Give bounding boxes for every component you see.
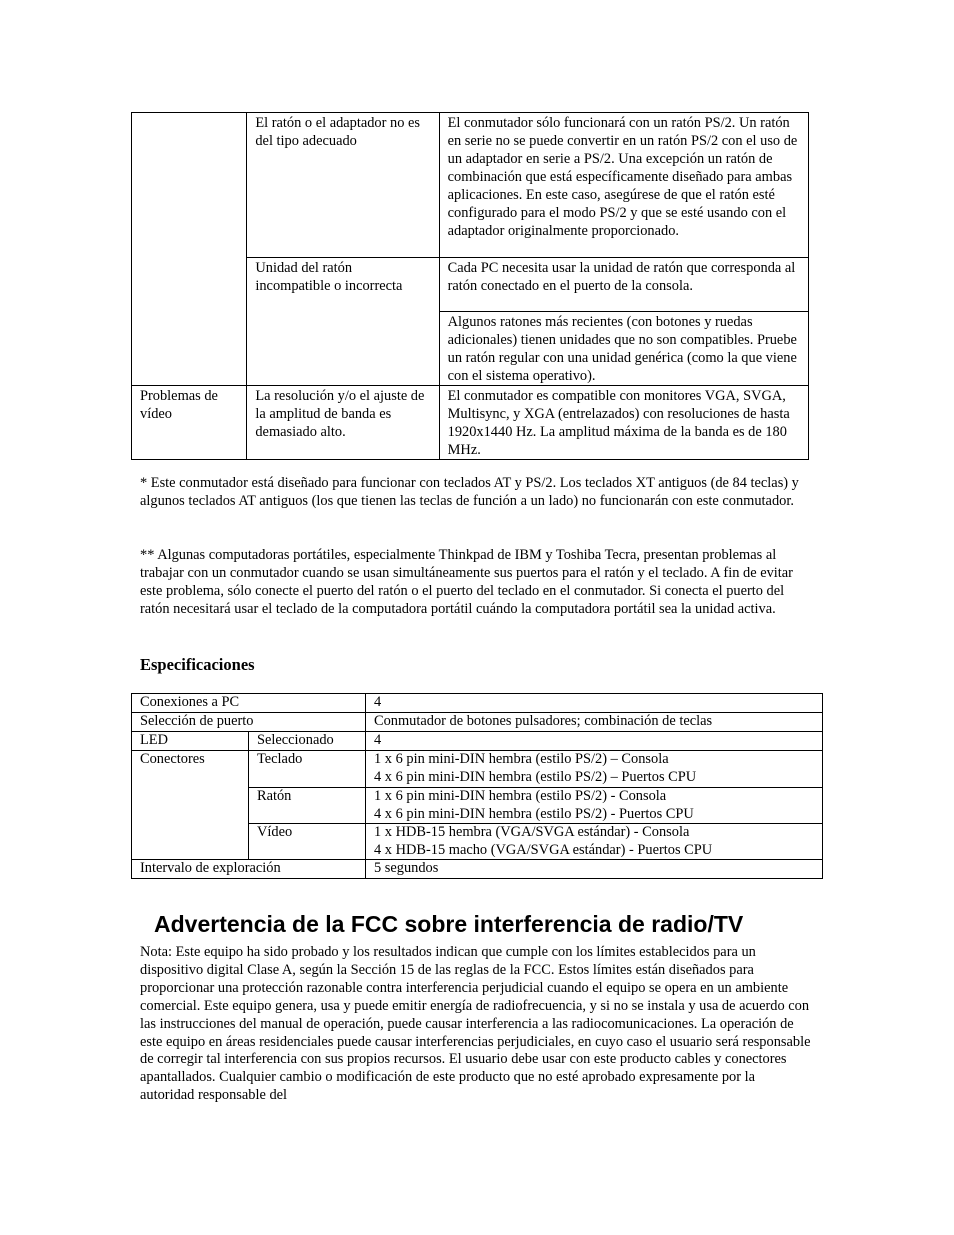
spec-value-line: 1 x 6 pin mini-DIN hembra (estilo PS/2) - Consola xyxy=(374,788,667,804)
table-row xyxy=(132,860,823,879)
section-heading-specifications: Especificaciones xyxy=(140,655,255,674)
spec-value-line: 1 x HDB-15 hembra (VGA/SVGA estándar) - Consola xyxy=(374,824,690,840)
cause-cell: El ratón o el adaptador no es del tipo adecuado xyxy=(247,113,439,258)
spec-value xyxy=(366,751,823,788)
spec-sublabel: Seleccionado xyxy=(249,732,366,751)
spec-value xyxy=(366,788,823,824)
section-heading-fcc-warning: Advertencia de la FCC sobre interferencia de radio/TV xyxy=(154,911,744,937)
specifications-table xyxy=(131,693,823,879)
spec-value xyxy=(366,824,823,860)
spec-sublabel: Teclado xyxy=(249,751,366,788)
laptop-note: ** Algunas computadoras portátiles, especialmente Thinkpad de IBM y Toshiba Tecra, presentan problemas al trabajar con un conmutador cuando se usan simultáneamente sus puertos para el ratón y el teclado. A fin de evitar este problema, sólo conecte el puerto del ratón o el puerto del teclado en el conmutador. Si conecta el puerto del ratón necesitará usar el teclado de la computadora portátil cuándo la computadora portátil sea la unidad activa. xyxy=(140,547,793,617)
table-row xyxy=(132,732,823,751)
problem-cell xyxy=(132,113,247,386)
spec-value: Conmutador de botones pulsadores; combinación de teclas xyxy=(366,713,823,732)
solution-cell: Cada PC necesita usar la unidad de ratón que corresponda al ratón conectado en el puerto de la consola. xyxy=(439,258,808,312)
table-row xyxy=(132,386,809,460)
cause-cell: Unidad del ratón incompatible o incorrecta xyxy=(247,258,439,386)
spec-label: Selección de puerto xyxy=(132,713,366,732)
spec-sublabel: Vídeo xyxy=(249,824,366,860)
spec-value: 4 xyxy=(366,694,823,713)
solution-cell: Algunos ratones más recientes (con botones y ruedas adicionales) tienen unidades que no son compatibles. Pruebe un ratón regular con una unidad genérica (como la que viene con el sistema operativo). xyxy=(439,312,808,386)
spec-label: Conexiones a PC xyxy=(132,694,366,713)
solution-cell: El conmutador sólo funcionará con un ratón PS/2. Un ratón en serie no se puede convertir en un ratón PS/2 con el uso de un adaptador en serie a PS/2. Una excepción un ratón de combinación que está específicamente diseñado para ambas aplicaciones. En este caso, asegúrese de que el ratón esté configurado para el modo PS/2 y que se esté usando con el adaptador originalmente proporcionado. xyxy=(439,113,808,258)
spec-label: Intervalo de exploración xyxy=(132,860,366,879)
spec-label: LED xyxy=(132,732,249,751)
spec-value-line: 4 x HDB-15 macho (VGA/SVGA estándar) - Puertos CPU xyxy=(374,841,713,858)
keyboard-note: * Este conmutador está diseñado para funcionar con teclados AT y PS/2. Los teclados XT antiguos (de 84 teclas) y algunos teclados AT antiguos (los que tienen las teclas de función a un lado) no funcionarán con este conmutador. xyxy=(140,475,799,509)
spec-value: 5 segundos xyxy=(366,860,823,879)
troubleshooting-table xyxy=(131,112,809,460)
spec-sublabel: Ratón xyxy=(249,788,366,824)
table-row xyxy=(132,751,823,788)
table-row xyxy=(132,113,809,258)
fcc-warning-text: Nota: Este equipo ha sido probado y los resultados indican que cumple con los límites establecidos para un dispositivo digital Clase A, según la Sección 15 de las reglas de la FCC. Estos límites están diseñados para proporcionar una protección razonable contra interferencia perjudicial cuando el equipo se opera en un ambiente comercial. Este equipo genera, usa y puede emitir energía de radiofrecuencia, y si no se instala y usa de acuerdo con las instrucciones del manual de operación, puede causar interferencia a las radiocomunicaciones. La operación de este equipo en áreas residenciales puede causar interferencias perjudiciales, en cuyo caso el usuario será responsable de corregir tal interferencia con sus propios recursos. El usuario debe usar con este producto cables y conectores apantallados. Cualquier cambio o modificación de este producto que no esté aprobado expresamente por la autoridad responsable del xyxy=(140,944,811,1104)
spec-value-line: 4 x 6 pin mini-DIN hembra (estilo PS/2) – Puertos CPU xyxy=(374,768,697,785)
table-row xyxy=(132,713,823,732)
cause-cell: La resolución y/o el ajuste de la amplitud de banda es demasiado alto. xyxy=(247,386,439,460)
spec-label: Conectores xyxy=(132,751,249,860)
spec-value-line: 1 x 6 pin mini-DIN hembra (estilo PS/2) – Consola xyxy=(374,751,669,767)
table-row xyxy=(132,694,823,713)
spec-value: 4 xyxy=(366,732,823,751)
spec-value-line: 4 x 6 pin mini-DIN hembra (estilo PS/2) - Puertos CPU xyxy=(374,805,694,822)
solution-cell: El conmutador es compatible con monitores VGA, SVGA, Multisync, y XGA (entrelazados) con resoluciones de hasta 1920x1440 Hz. La amplitud máxima de la banda es de 180 MHz. xyxy=(439,386,808,460)
problem-cell: Problemas de vídeo xyxy=(132,386,247,460)
